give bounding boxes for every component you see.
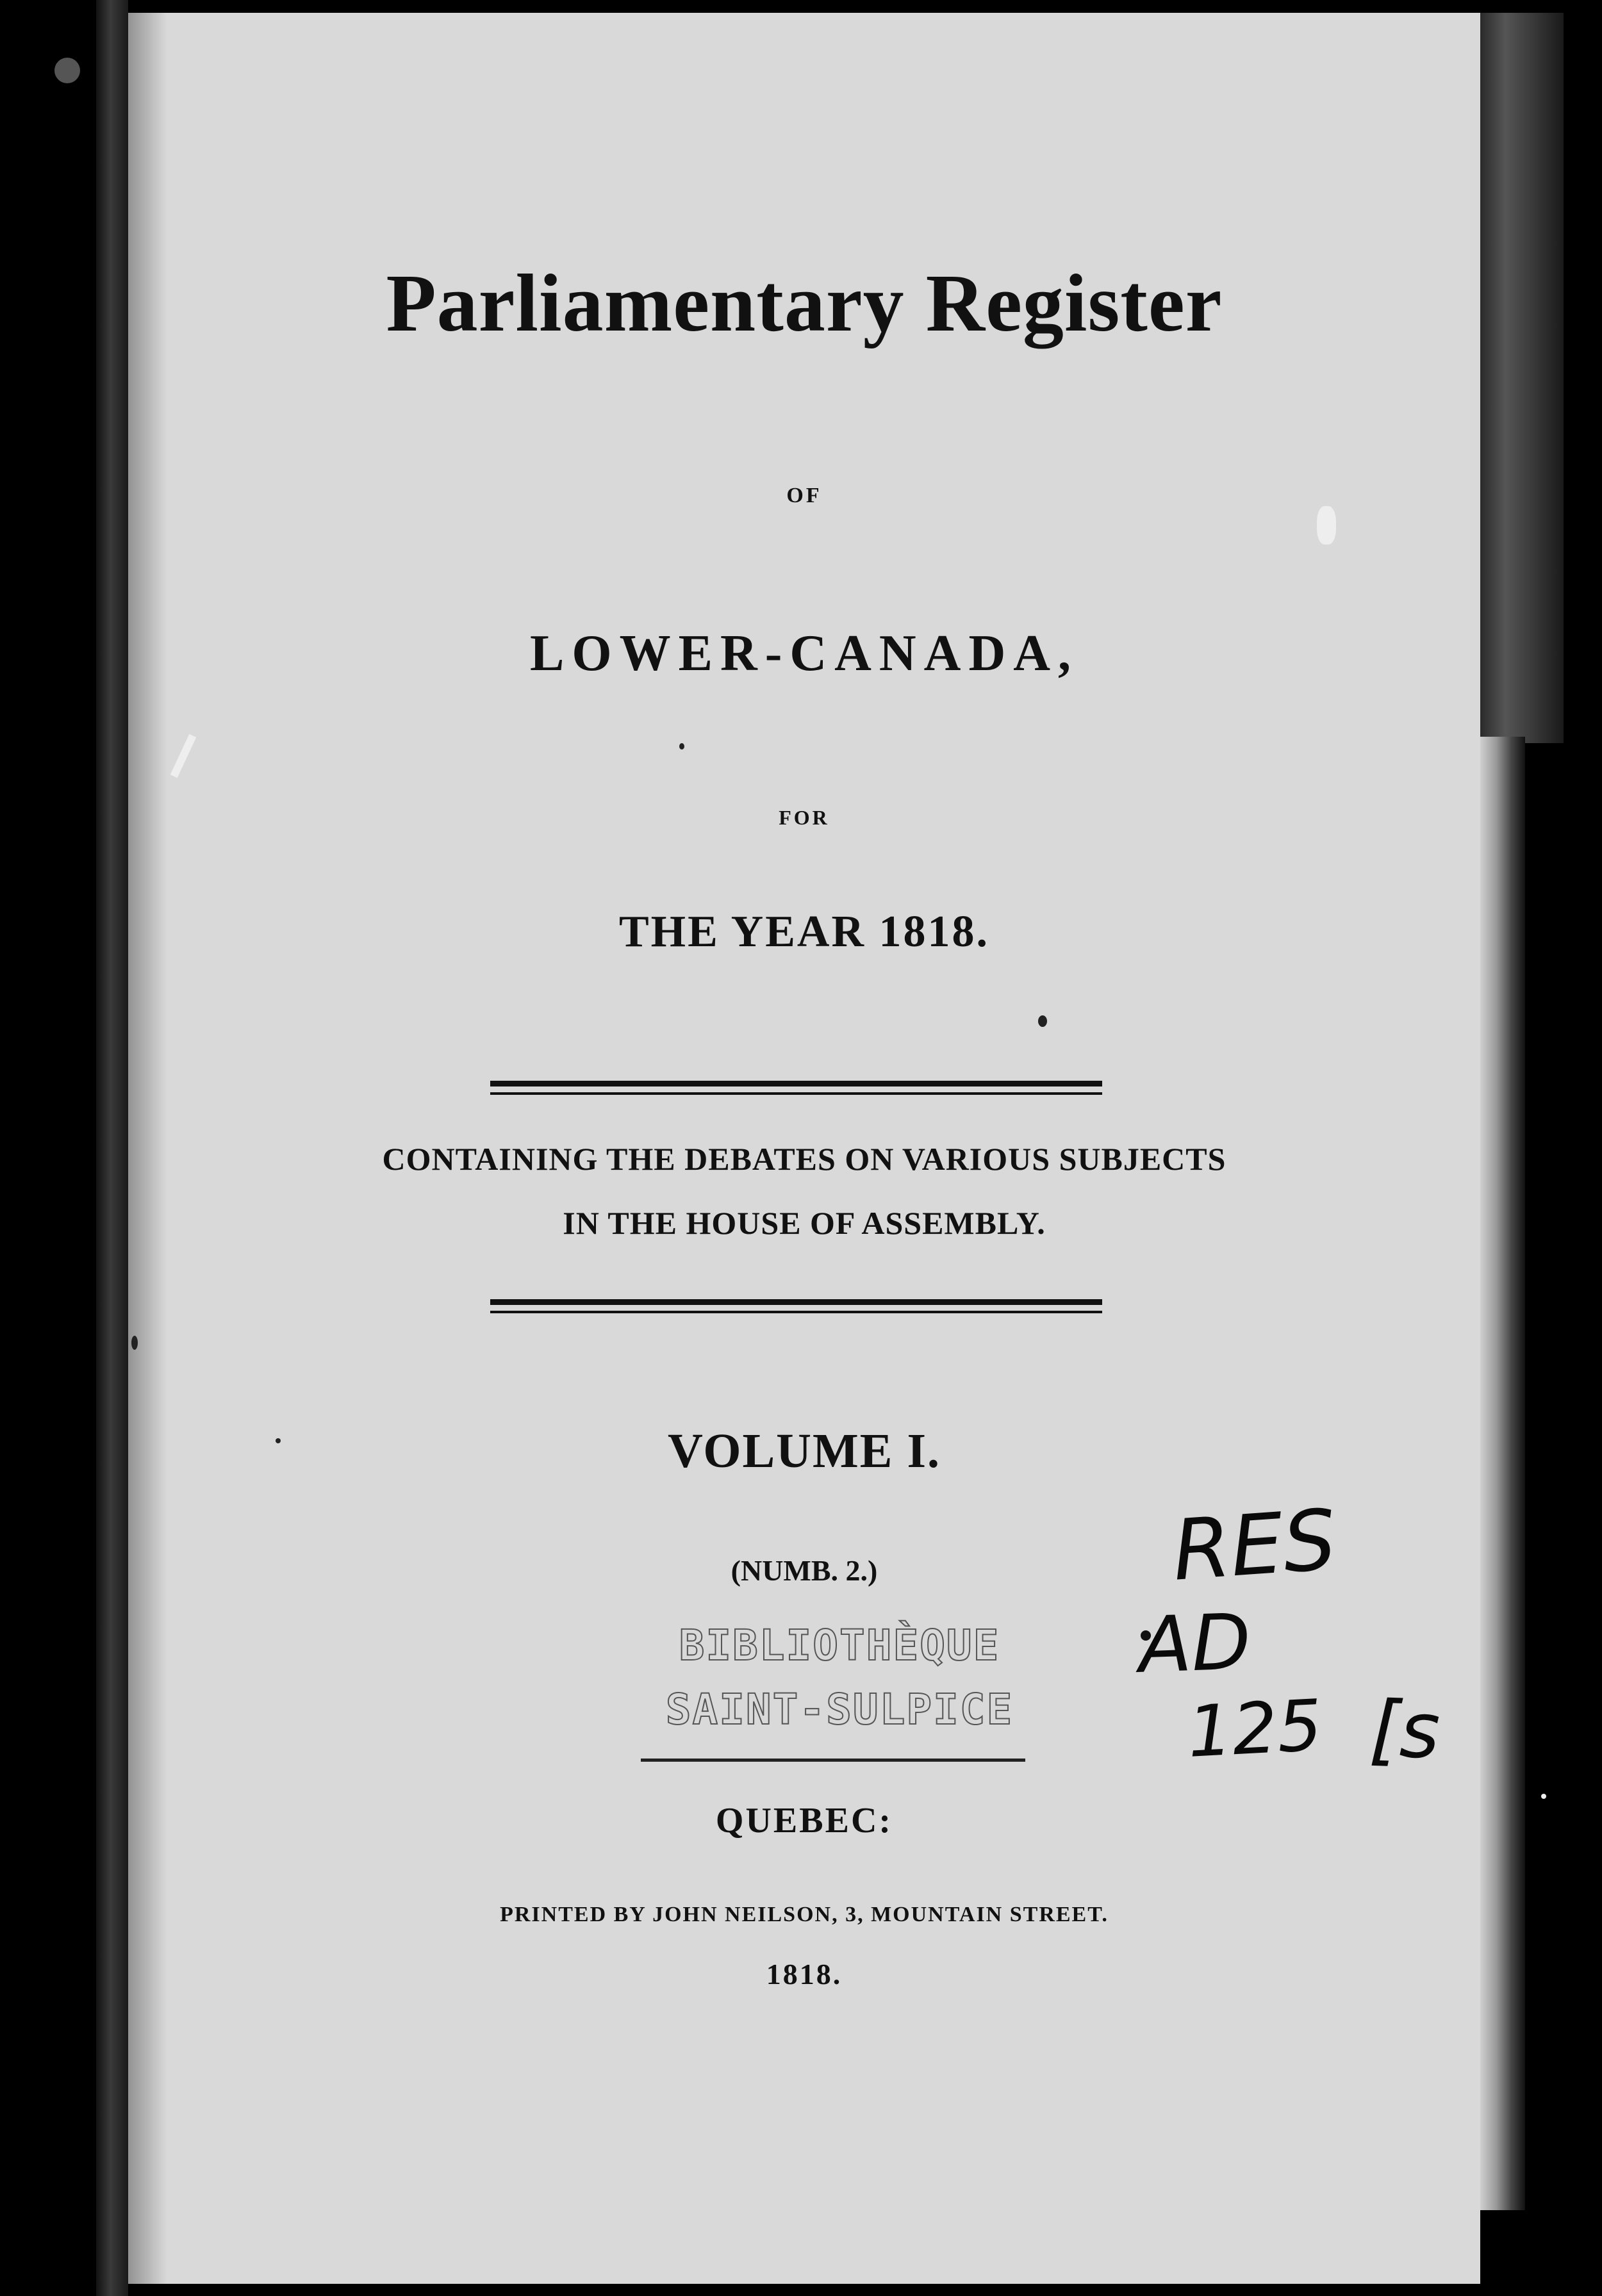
ink-speck: [1038, 1015, 1047, 1027]
edge-speck: [1541, 1794, 1546, 1799]
number-label: (NUMB. 2.): [731, 1554, 878, 1587]
contents-line-2: IN THE HOUSE OF ASSEMBLY.: [563, 1205, 1046, 1241]
shelf-mark-line-2: AD: [1137, 1597, 1253, 1691]
shelf-mark-line-1: RES: [1169, 1491, 1339, 1600]
page-fore-edge-upper: [1480, 13, 1564, 743]
ink-speck: [131, 1336, 138, 1350]
volume-label: VOLUME I.: [667, 1424, 941, 1478]
ink-speck: [276, 1438, 281, 1443]
shelf-mark-line-3: 125: [1185, 1684, 1325, 1773]
ink-speck: [679, 743, 684, 750]
document-title: Parliamentary Register: [386, 258, 1223, 348]
paper-speck: [1317, 506, 1336, 545]
contents-line-1: CONTAINING THE DEBATES ON VARIOUS SUBJECTS: [382, 1141, 1226, 1177]
of-connector: OF: [786, 484, 822, 507]
book-spine-edge: [96, 0, 128, 2296]
for-connector: FOR: [779, 806, 830, 829]
stamp-line-1: BIBLIOTHÈQUE: [679, 1621, 1000, 1670]
shelf-mark-suffix: [s: [1368, 1685, 1442, 1776]
stamp-underline: [641, 1759, 1025, 1762]
stamp-line-2: SAINT-SULPICE: [665, 1685, 1014, 1734]
double-rule-top: [490, 1081, 1102, 1095]
publication-year: 1818.: [766, 1958, 843, 1990]
publication-place: QUEBEC:: [715, 1801, 893, 1841]
library-stamp: [609, 1621, 1070, 1768]
year-line: THE YEAR 1818.: [618, 907, 990, 956]
place-heading: LOWER-CANADA,: [530, 625, 1078, 682]
edge-speck: [54, 58, 80, 83]
page-fore-edge: [1480, 737, 1525, 2210]
double-rule-bottom: [490, 1299, 1102, 1313]
printer-line: PRINTED BY JOHN NEILSON, 3, MOUNTAIN STREET.: [500, 1903, 1109, 1926]
